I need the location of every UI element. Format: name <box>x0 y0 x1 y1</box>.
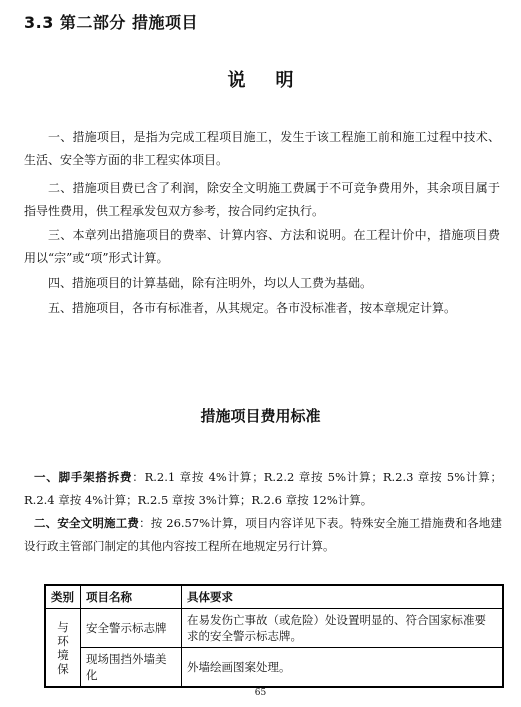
paragraph-1: 一、措施项目，是指为完成工程项目施工，发生于该工程施工前和施工过程中技术、生活、安全等方面的非工程实体项目。 <box>24 130 500 167</box>
scaffolding-fee-item <box>24 466 502 512</box>
subsection-title: 措施项目费用标准 <box>200 407 321 425</box>
safety-fee-item <box>24 512 502 558</box>
item-name-cell: 安全警示标志牌 <box>81 609 182 648</box>
category-cell <box>45 609 81 688</box>
paragraph-4: 四、措施项目的计算基础，除有注明外，均以人工费为基础。 <box>48 276 373 290</box>
page-number: 65 <box>254 688 267 698</box>
table-row <box>45 648 503 688</box>
requirement-cell: 在易发伤亡事故（或危险）处设置明显的、符合国家标准要求的安全警示标志牌。 <box>182 609 504 648</box>
requirements-table <box>44 584 504 688</box>
page-title: 说明 <box>227 70 324 91</box>
requirement-cell: 外墙绘画图案处理。 <box>182 648 504 688</box>
item-label: 二、安全文明施工费 <box>34 516 140 530</box>
section-title: 3.3 第二部分 措施项目 <box>24 13 198 32</box>
header-item-name: 项目名称 <box>81 585 182 609</box>
category-char: 保 <box>57 661 69 676</box>
item-label: 一、脚手架搭拆费 <box>34 470 133 484</box>
paragraph-5: 五、措施项目，各市有标准者，从其规定。各市没标准者，按本章规定计算。 <box>48 301 457 315</box>
category-char: 环 <box>57 633 69 648</box>
table-header-row <box>45 585 503 609</box>
item-name-cell: 现场围挡外墙美化 <box>81 648 182 688</box>
category-char: 与 <box>57 619 69 634</box>
item-text: ：R.2.1 章按 4%计算；R.2.2 章按 5%计算；R.2.3 章按 5%计算；R.2.4 章按 4%计算；R.2.5 章按 3%计算；R.2.6 章按 12%计算。 <box>24 470 502 507</box>
category-char: 境 <box>57 647 69 662</box>
item-text: ：按 26.57%计算，项目内容详见下表。特殊安全施工措施费和各地建设行政主管部门制定的其他内容按工程所在地规定另行计算。 <box>24 516 502 553</box>
paragraph-2: 二、措施项目费已含了利润，除安全文明施工费属于不可竞争费用外，其余项目属于指导性费用，供工程承发包双方参考，按合同约定执行。 <box>24 181 500 218</box>
header-category: 类别 <box>45 585 81 609</box>
header-requirement: 具体要求 <box>182 585 504 609</box>
table-row <box>45 609 503 648</box>
paragraph-3: 三、本章列出措施项目的费率、计算内容、方法和说明。在工程计价中，措施项目费用以“宗”或“项”形式计算。 <box>24 228 500 265</box>
